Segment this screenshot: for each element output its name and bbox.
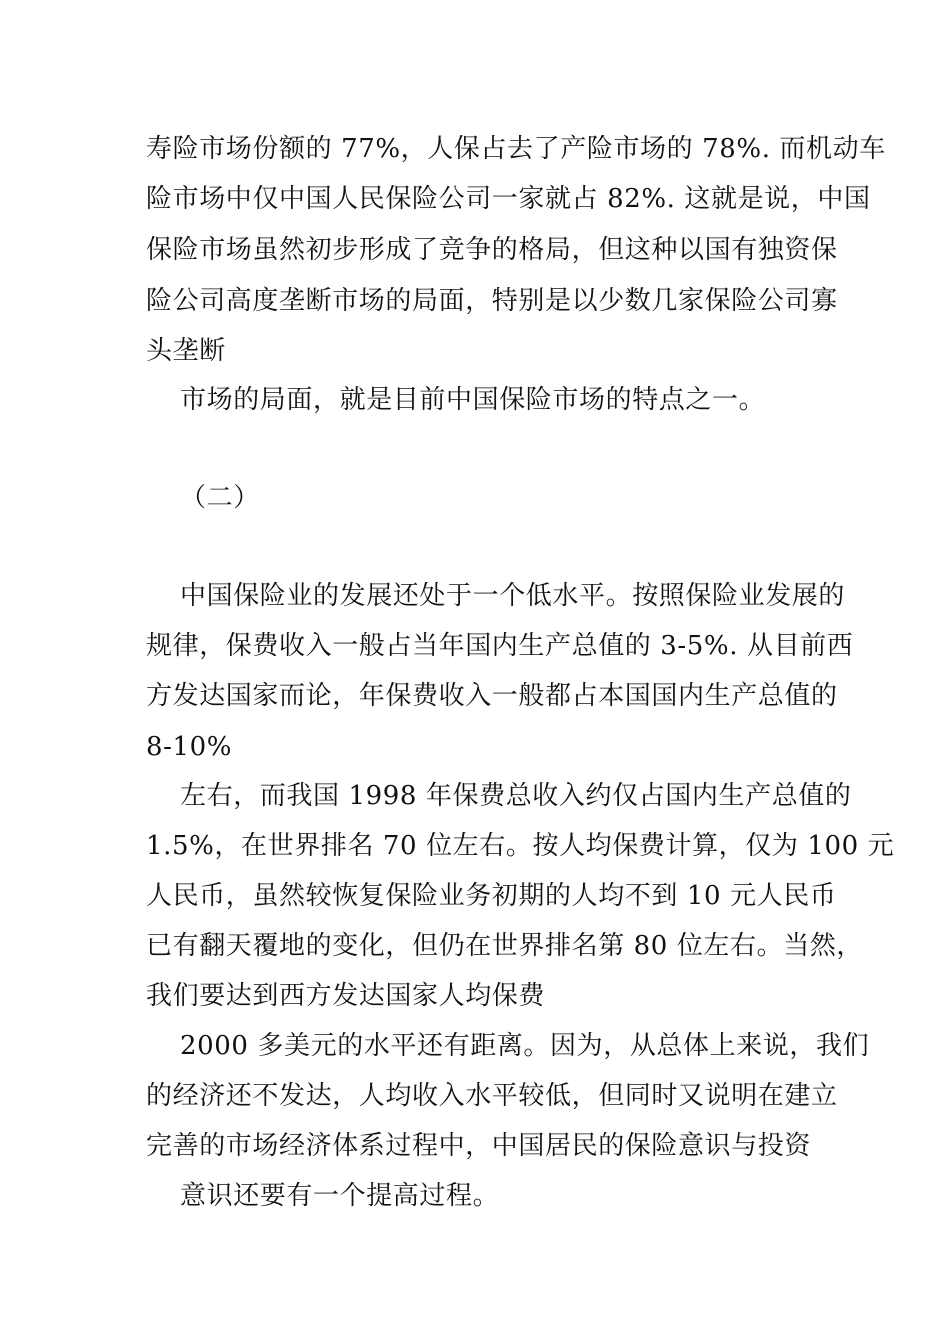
paragraph-4-line-4: 已有翻天覆地的变化，但仍在世界排名第 80 位左右。当然， <box>146 931 864 961</box>
paragraph-3-line-4: 8-10% <box>146 732 233 762</box>
paragraph-3-line-2: 规律，保费收入一般占当年国内生产总值的 3-5%. 从目前西 <box>146 631 854 661</box>
paragraph-5-line-1: 2000 多美元的水平还有距离。因为，从总体上来说，我们 <box>180 1031 870 1061</box>
section-heading: （二） <box>180 483 260 513</box>
paragraph-5-line-2: 的经济还不发达，人均收入水平较低，但同时又说明在建立 <box>146 1081 838 1111</box>
paragraph-4-line-2: 1.5%，在世界排名 70 位左右。按人均保费计算，仅为 100 元 <box>146 831 895 861</box>
paragraph-4-line-3: 人民币，虽然较恢复保险业务初期的人均不到 10 元人民币 <box>146 881 837 911</box>
paragraph-4-line-5: 我们要达到西方发达国家人均保费 <box>146 981 546 1011</box>
paragraph-3-line-1: 中国保险业的发展还处于一个低水平。按照保险业发展的 <box>180 581 846 611</box>
paragraph-2-line-1: 市场的局面，就是目前中国保险市场的特点之一。 <box>180 385 766 415</box>
paragraph-1-line-5: 头垄断 <box>146 336 226 366</box>
paragraph-6-line-1: 意识还要有一个提高过程。 <box>180 1181 500 1211</box>
paragraph-1-line-1: 寿险市场份额的 77%，人保占去了产险市场的 78%. 而机动车 <box>146 134 886 164</box>
paragraph-1-line-4: 险公司高度垄断市场的局面，特别是以少数几家保险公司寡 <box>146 286 838 316</box>
paragraph-4-line-1: 左右，而我国 1998 年保费总收入约仅占国内生产总值的 <box>180 781 852 811</box>
paragraph-1-line-2: 险市场中仅中国人民保险公司一家就占 82%. 这就是说，中国 <box>146 184 871 214</box>
paragraph-1-line-3: 保险市场虽然初步形成了竞争的格局，但这种以国有独资保 <box>146 235 838 265</box>
paragraph-5-line-3: 完善的市场经济体系过程中，中国居民的保险意识与投资 <box>146 1131 812 1161</box>
paragraph-3-line-3: 方发达国家而论，年保费收入一般都占本国国内生产总值的 <box>146 681 838 711</box>
